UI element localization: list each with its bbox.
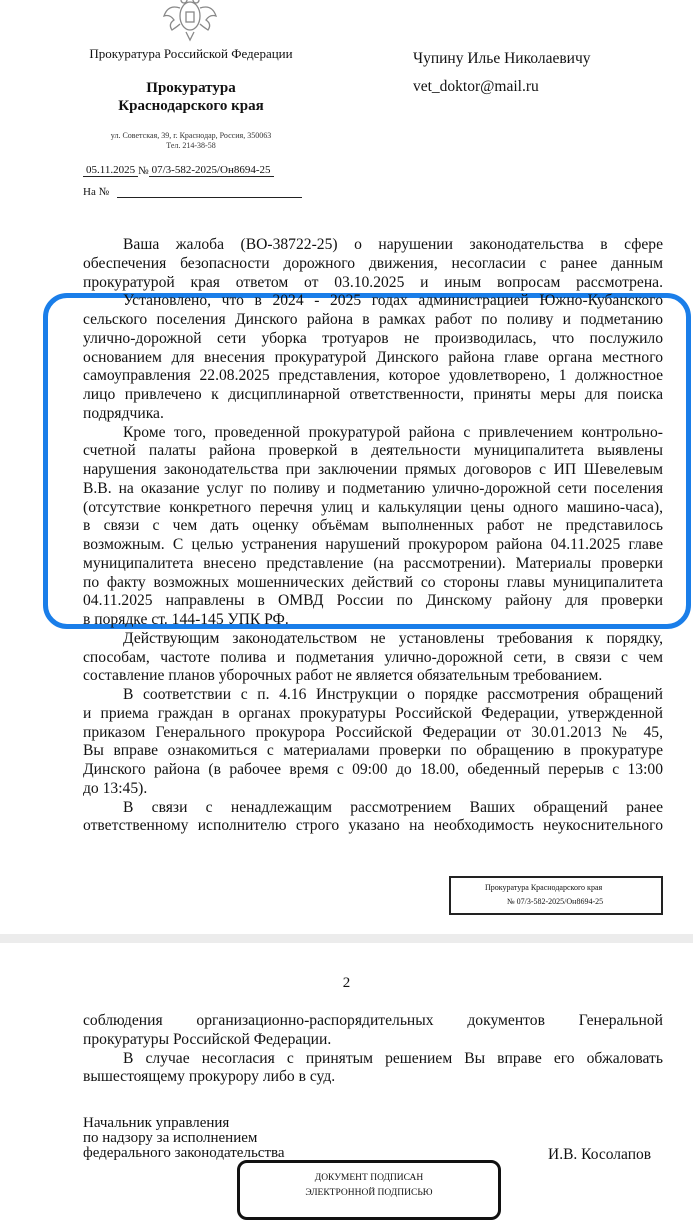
org-title (83, 79, 299, 115)
text-line: приказом Генерального прокурора Российской Федерации от 30.01.2013 № 45, (83, 723, 663, 741)
paragraph (83, 686, 663, 799)
text-line: в порядке ст. 144-145 УПК РФ. (83, 611, 289, 628)
recipient-block (413, 45, 591, 101)
text-line: подрядчика. (83, 404, 164, 422)
paragraph (83, 799, 663, 837)
reply-to-blank (117, 185, 302, 198)
registration-line (83, 164, 299, 177)
text-line: возможным. С целью устранения нарушений прокурором района 04.11.2025 главе (83, 536, 663, 553)
letter-date: 05.11.2025 (83, 164, 138, 177)
letter-reg-number: 07/3-582-2025/Он8694-25 (149, 164, 274, 177)
text-line: Кроме того, проведенной прокуратурой района с привлечением контрольно- (123, 423, 663, 441)
text-line: по факту возможных мошеннических действий со стороны главы муниципалитета (83, 573, 663, 591)
paragraph (83, 1012, 663, 1050)
signature-position (83, 1116, 285, 1161)
paragraph (83, 424, 663, 630)
text-line: муниципалитета внесено представление (на рассмотрении). Материалы проверки (83, 554, 663, 572)
org-address-block (83, 131, 299, 151)
e-signature-line2: ЭЛЕКТРОННОЙ ПОДПИСЬЮ (305, 1188, 433, 1198)
text-line: (отсутствие конкретного перечня улиц и калькуляции цены одного машино-часа), (83, 498, 663, 516)
org-title-line2: Краснодарского края (118, 98, 264, 114)
letter-body-page2 (83, 1012, 663, 1087)
text-line: Действующим законодательством не установлены требования к порядку, (123, 629, 663, 647)
text-line: соблюдения организационно-распорядительных документов Генеральной (83, 1012, 663, 1029)
text-line: и приема граждан в органах прокуратуры Российской Федерации, утвержденной (83, 704, 663, 722)
number-sign: № (138, 165, 149, 177)
paragraph (83, 236, 663, 292)
text-line: Динского района (в рабочее время с 09:00 до 18.00, обеденный перерыв с 13:00 (83, 761, 663, 778)
text-line: в связи с чем дать оценку объёмам выполненных работ не представилось (83, 517, 663, 535)
org-phone: Тел. 214-38-58 (166, 141, 216, 150)
e-signature-stamp (237, 1160, 501, 1220)
signer-name: И.В. Косолапов (548, 1146, 652, 1163)
signature-position-line1: Начальник управления (83, 1115, 230, 1131)
reply-to-label: На № (83, 186, 110, 198)
text-line: В связи с ненадлежащим рассмотрением Ваших обращений ранее (123, 798, 663, 816)
text-line: сельского поселения Динского района в рамках работ по поливу и подметанию (83, 311, 663, 328)
signature-position-line3: федерального законодательства (83, 1145, 285, 1161)
text-line: Установлено, что в 2024 - 2025 годах администрацией Южно-Кубанского (123, 292, 663, 310)
text-line: В.В. на оказание услуг по поливу и подметанию улично-дорожной сети поселения (83, 479, 663, 497)
paragraph (83, 630, 663, 686)
registration-stamp-org: Прокуратура Краснодарского края (485, 883, 603, 892)
reply-to-line (83, 185, 302, 198)
text-line: обеспечения безопасности дорожного движения, несогласии с ранее данным (83, 254, 663, 272)
org-address: ул. Советская, 39, г. Краснодар, Россия, 350063 (110, 131, 272, 140)
text-line: нарушения законодательства при заключении прямых договоров с ИП Шевелевым (83, 461, 663, 478)
text-line: улично-дорожной сети уборка тротуаров не производилась, что послужило (83, 329, 663, 347)
org-title-line1: Прокуратура (146, 80, 236, 96)
text-line: до 13:45). (83, 779, 148, 797)
text-line: В соответствии с п. 4.16 Инструкции о порядке рассмотрения обращений (123, 686, 663, 703)
text-line: самоуправления 22.08.2025 представления, которое удовлетворено, 1 должностное (83, 367, 663, 385)
coat-of-arms-emblem (160, 0, 220, 42)
paragraph (83, 292, 663, 423)
text-line: счетной палаты района проверкой в деятельности муниципалитета выявлены (83, 442, 663, 460)
page-separator (0, 934, 693, 943)
text-line: прокуратуры Российской Федерации. (83, 1030, 332, 1048)
text-line: лицо привлечено к дисциплинарной ответственности, приняты меры для поиска (83, 386, 663, 403)
recipient-email: vet_doktor@mail.ru (413, 78, 539, 95)
text-line: 04.11.2025 направлены в ОМВД России по Динскому району для проверки (83, 592, 663, 610)
org-federal-name: Прокуратура Российской Федерации (89, 46, 293, 61)
paragraph (83, 1050, 663, 1088)
page-number: 2 (342, 975, 351, 991)
text-line: Вы вправе ознакомиться с материалами проверки по обращению в прокуратуре (83, 742, 663, 760)
text-line: ответственному исполнителю строго указано на необходимость неукоснительного (83, 817, 663, 835)
text-line: способам, частоте полива и подметания улично-дорожной сети, в связи с чем (83, 648, 663, 666)
text-line: основанием для внесения прокуратурой Динского района главе органа местного (83, 348, 663, 366)
text-line: вышестоящему прокурору либо в суд. (83, 1068, 336, 1086)
recipient-name: Чупину Илье Николаевичу (413, 50, 591, 67)
text-line: Ваша жалоба (ВО-38722-25) о нарушении законодательства в сфере (123, 236, 663, 253)
text-line: В случае несогласия с принятым решением Вы вправе его обжаловать (123, 1049, 663, 1067)
e-signature-line1: ДОКУМЕНТ ПОДПИСАН (314, 1173, 424, 1183)
signature-position-line2: по надзору за исполнением (83, 1130, 258, 1146)
registration-stamp (449, 876, 663, 915)
text-line: составление планов уборочных работ не является обязательным требованием. (83, 667, 603, 685)
registration-stamp-number: № 07/3-582-2025/Он8694-25 (507, 897, 604, 906)
letter-body-page1 (83, 236, 663, 836)
text-line: прокуратурой края ответом от 03.10.2025 и иным вопросам рассмотрена. (83, 273, 663, 291)
